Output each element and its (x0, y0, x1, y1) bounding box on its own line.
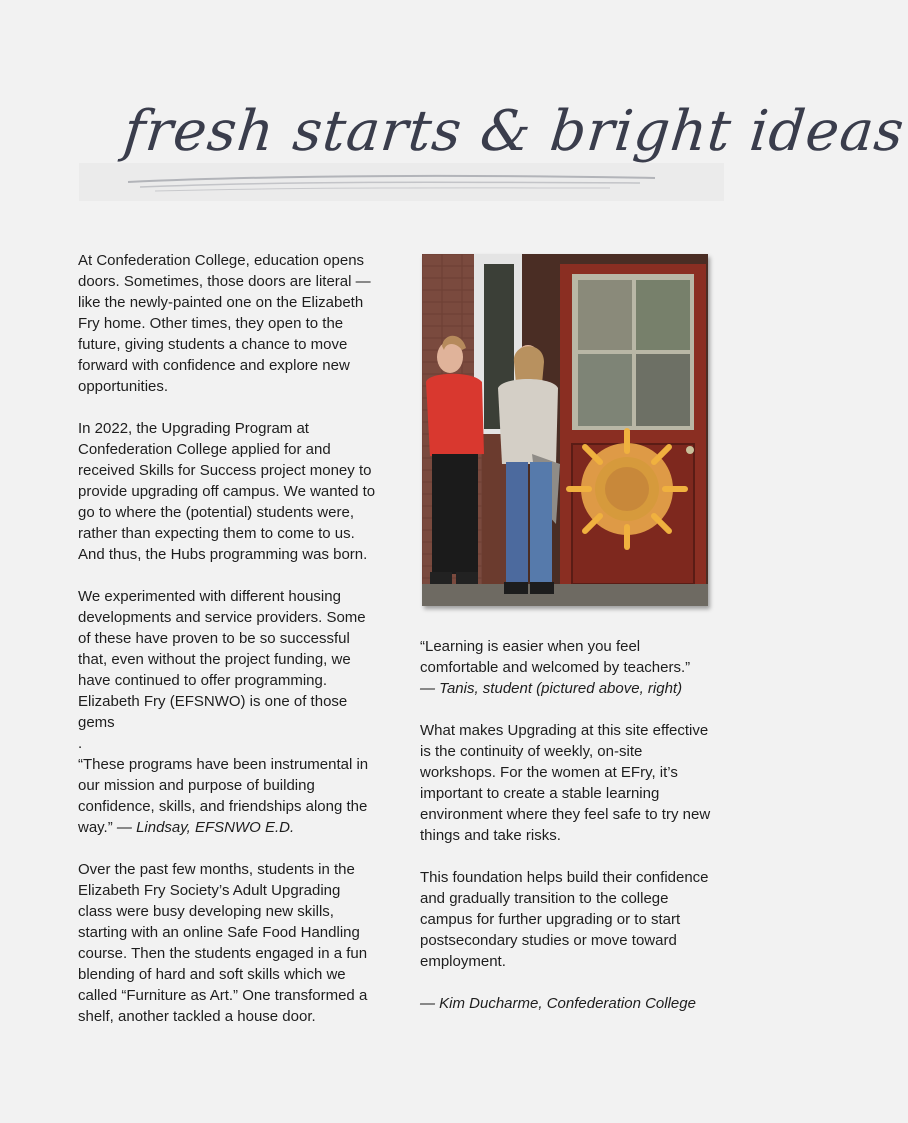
stray-period: . (78, 735, 83, 752)
page-title: fresh starts & bright ideas (120, 99, 908, 164)
program-paragraph: In 2022, the Upgrading Program at Confederation College applied for and received Skills for Success project money to provide upgrading off campus. We wanted to go to where the (potential) students were, rather than expecting them to come to us. And thus, the Hubs programming was born. (78, 420, 376, 563)
lindsay-quote (78, 754, 378, 838)
furniture-paragraph: Over the past few months, students in the Elizabeth Fry Society’s Adult Upgrading class were busy developing new skills, starting with an online Safe Food Handling course. Then the students engaged in a fun blending of hard and soft skills which we called “Furniture as Art.” One transformed a shelf, another tackled a house door. (78, 861, 368, 1025)
author-signoff: — Kim Ducharme, Confederation College (420, 995, 696, 1012)
partners-paragraph: We experimented with different housing developments and service providers. Some of these have proven to be so successful that, even without the project funding, we have continued to offer programming. Elizabeth Fry (EFSNWO) is one of those gems (78, 588, 366, 731)
right-column (420, 636, 720, 1014)
foundation-paragraph: This foundation helps build their confidence and gradually transition to the college campus for further upgrading or to start postsecondary studies or move toward employment. (420, 869, 709, 970)
lindsay-quote-text: “These programs have been instrumental in our mission and purpose of building confidence, skills, and friendships along the way.” (78, 756, 369, 836)
intro-paragraph: At Confederation College, education opens doors. Sometimes, those doors are literal — like the newly-painted one on the Elizabeth Fry home. Other times, they open to the future, giving students a chance to move forward with confidence and explore new opportunities. (78, 252, 371, 395)
door-photo (422, 254, 708, 606)
left-column (78, 250, 378, 1027)
tanis-quote-attribution: — Tanis, student (pictured above, right) (420, 680, 683, 697)
door-photo-illustration (422, 254, 708, 606)
lindsay-quote-attribution: — Lindsay, EFSNWO E.D. (116, 819, 295, 836)
tanis-quote: “Learning is easier when you feel comfortable and welcomed by teachers.” (420, 638, 691, 676)
effectiveness-paragraph: What makes Upgrading at this site effective is the continuity of weekly, on-site workshops. For the women at EFry, it’s important to create a stable learning environment where they feel safe to try new things and take risks. (420, 722, 711, 844)
